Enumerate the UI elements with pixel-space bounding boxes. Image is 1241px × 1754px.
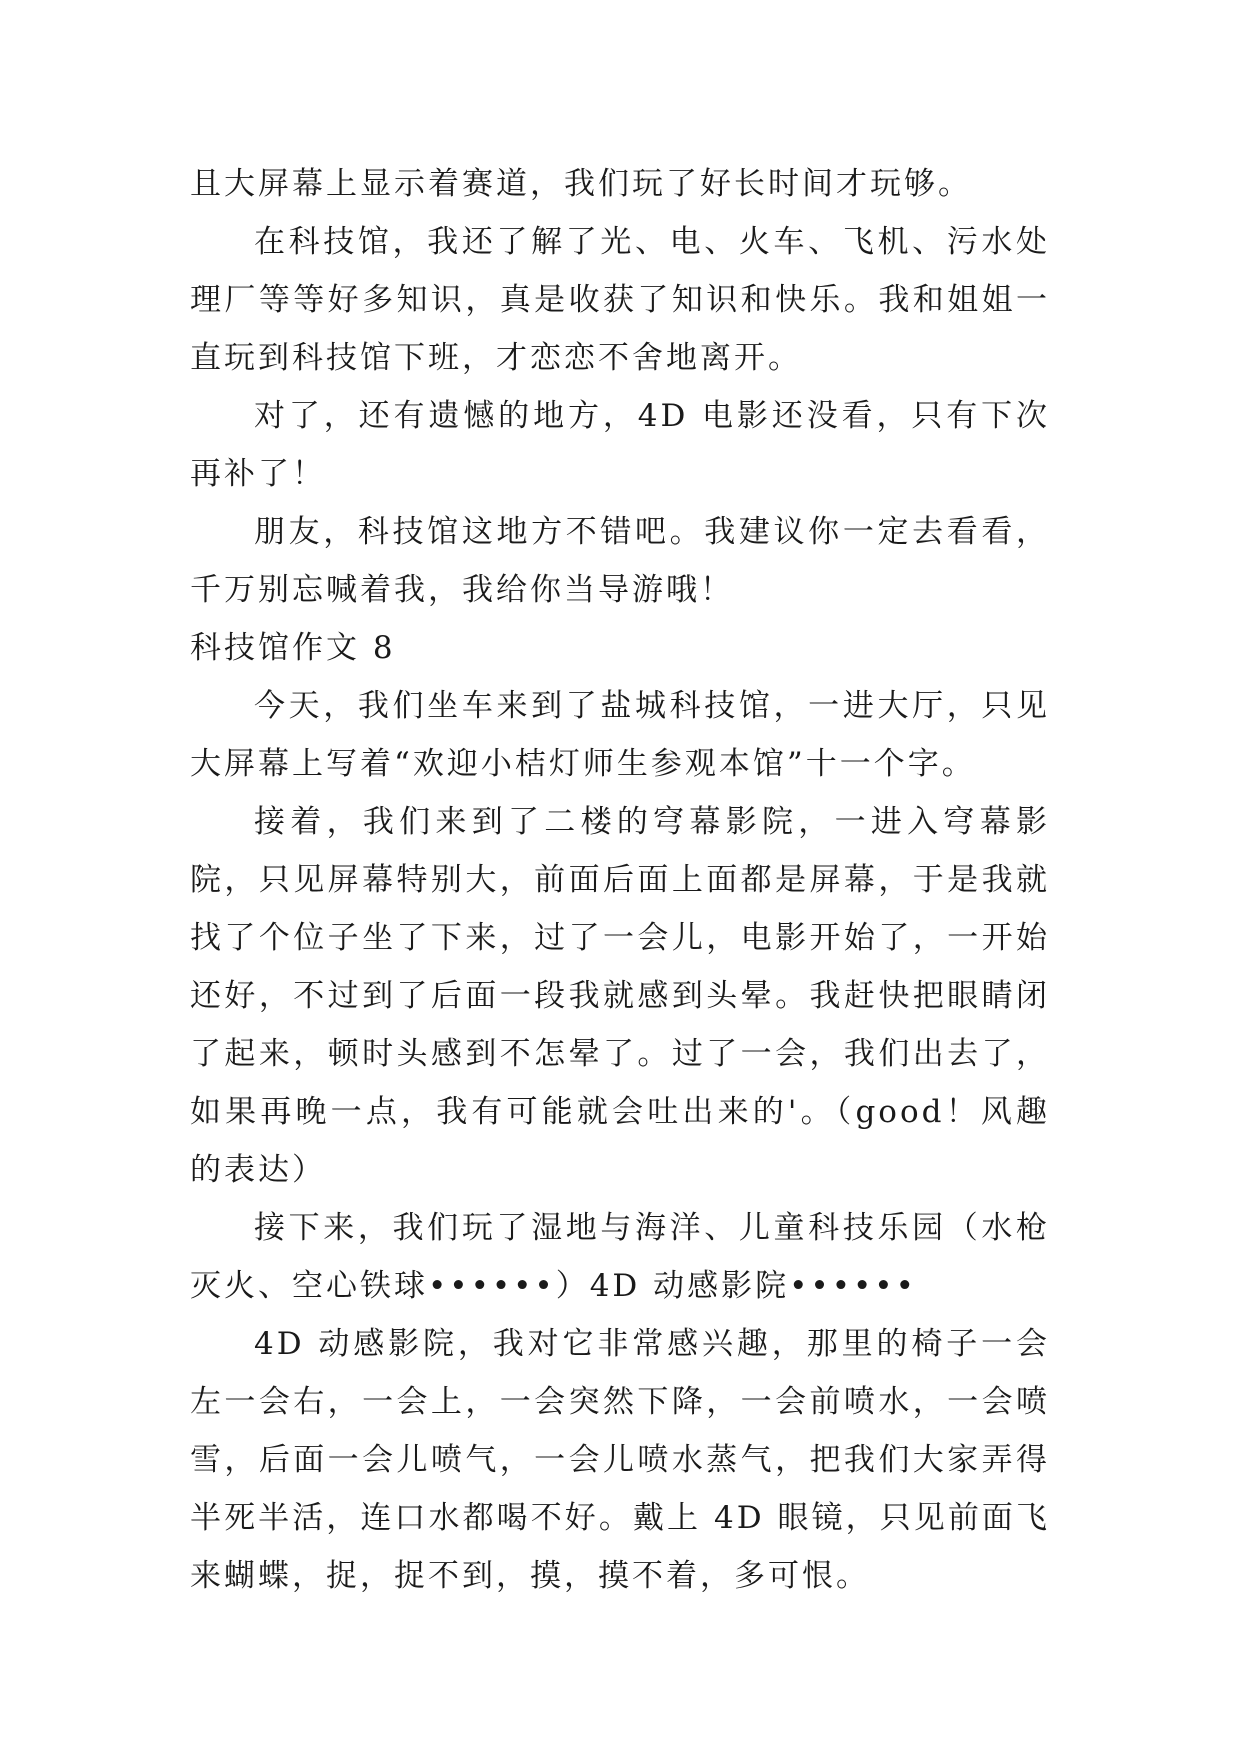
paragraph-next-activities: 接下来，我们玩了湿地与海洋、儿童科技乐园（水枪灭火、空心铁球••••••）4D 动感影院•••••• (190, 1210, 1050, 1304)
paragraph-4d-cinema: 4D 动感影院，我对它非常感兴趣，那里的椅子一会左一会右，一会上，一会突然下降，一会前喷水，一会喷雪，后面一会儿喷气，一会儿喷水蒸气，把我们大家弄得半死半活，连口水都喝不好。戴上 4D 眼镜，只见前面飞来蝴蝶，捉，捉不到，摸，摸不着，多可恨。 (190, 1326, 1050, 1594)
paragraph-knowledge: 在科技馆，我还了解了光、电、火车、飞机、污水处理厂等等好多知识，真是收获了知识和快乐。我和姐姐一直玩到科技馆下班，才恋恋不舍地离开。 (190, 224, 1050, 376)
paragraph-dome-theater: 接着，我们来到了二楼的穹幕影院，一进入穹幕影院，只见屏幕特别大，前面后面上面都是屏幕，于是我就找了个位子坐了下来，过了一会儿，电影开始了，一开始还好，不过到了后面一段我就感到头晕。我赶快把眼睛闭了起来，顿时头感到不怎晕了。过了一会，我们出去了，如果再晚一点，我有可能就会吐出来的'。（good！风趣的表达） (190, 804, 1050, 1188)
paragraph-invitation: 朋友，科技馆这地方不错吧。我建议你一定去看看，千万别忘喊着我，我给你当导游哦！ (190, 514, 1050, 608)
document-body (190, 155, 1050, 1605)
paragraph-arrival: 今天，我们坐车来到了盐城科技馆，一进大厅，只见大屏幕上写着“欢迎小桔灯师生参观本馆”十一个字。 (190, 688, 1050, 782)
paragraph-regret: 对了，还有遗憾的地方，4D 电影还没看，只有下次再补了！ (190, 398, 1050, 492)
paragraph-continuation: 且大屏幕上显示着赛道，我们玩了好长时间才玩够。 (190, 166, 972, 202)
essay-title: 科技馆作文 8 (190, 630, 396, 666)
